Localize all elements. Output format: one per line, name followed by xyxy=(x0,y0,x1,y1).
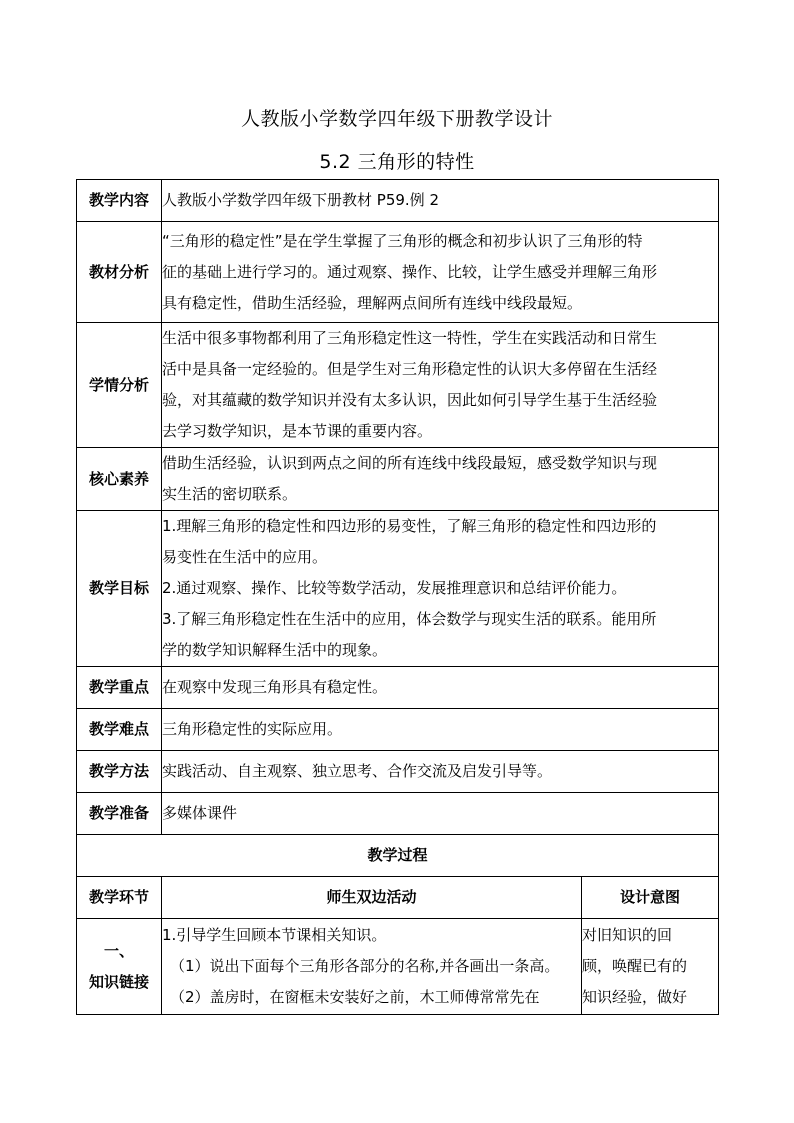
learner-line: 生活中很多事物都利用了三角形稳定性这一特性，学生在实践活动和日常生 xyxy=(162,329,658,347)
column-stage: 教学环节 xyxy=(77,877,162,919)
goal-line: 学的数学知识解释生活中的现象。 xyxy=(162,641,388,659)
goal-line: 3.了解三角形稳定性在生活中的应用，体会数学与现实生活的联系。能用所 xyxy=(162,610,657,628)
analysis-line: 征的基础上进行学习的。通过观察、操作、比较，让学生感受并理解三角形 xyxy=(162,262,658,281)
label-method: 教学方法 xyxy=(77,751,162,793)
value-learner xyxy=(162,323,719,448)
value-prep: 多媒体课件 xyxy=(162,793,719,835)
value-content: 人教版小学数学四年级下册教材 P59.例 2 xyxy=(162,180,719,222)
stage-1-intent xyxy=(582,919,719,1015)
row-learner xyxy=(77,323,719,448)
stage-name: 知识链接 xyxy=(88,972,149,991)
value-key: 在观察中发现三角形具有稳定性。 xyxy=(162,667,719,709)
process-heading: 教学过程 xyxy=(77,835,719,877)
intent-line: 顾，唤醒已有的 xyxy=(582,957,688,975)
row-process-heading xyxy=(77,835,719,877)
document-title: 人教版小学数学四年级下册教学设计 xyxy=(240,108,553,130)
value-difficulty: 三角形稳定性的实际应用。 xyxy=(162,709,719,751)
row-prep xyxy=(77,793,719,835)
stage-1-cell xyxy=(77,919,162,1015)
row-process-columns xyxy=(77,877,719,919)
lesson-subtitle: 5.2 三角形的特性 xyxy=(319,151,475,173)
label-analysis: 教材分析 xyxy=(77,222,162,323)
activity-line: （1）说出下面每个三角形各部分的名称,并各画出一条高。 xyxy=(170,957,560,975)
row-method xyxy=(77,751,719,793)
goal-line: 易变性在生活中的应用。 xyxy=(162,548,328,566)
intent-line: 对旧知识的回 xyxy=(582,926,673,944)
activity-line: （2）盖房时，在窗框未安装好之前，木工师傅常常先在 xyxy=(170,988,540,1006)
label-learner: 学情分析 xyxy=(77,323,162,448)
analysis-line: “三角形的稳定性”是在学生掌握了三角形的概念和初步认识了三角形的特 xyxy=(162,231,643,250)
label-prep: 教学准备 xyxy=(77,793,162,835)
row-analysis xyxy=(77,222,719,323)
intent-line: 知识经验，做好 xyxy=(582,988,688,1006)
row-difficulty xyxy=(77,709,719,751)
literacy-line: 实生活的密切联系。 xyxy=(162,485,298,503)
row-stage-1 xyxy=(77,919,719,1015)
learner-line: 活中是具备一定经验的。但是学生对三角形稳定性的认识大多停留在生活经 xyxy=(162,360,658,378)
row-content xyxy=(77,180,719,222)
row-literacy xyxy=(77,448,719,511)
analysis-line: 具有稳定性，借助生活经验，理解两点间所有连线中线段最短。 xyxy=(162,293,583,312)
value-analysis xyxy=(162,222,719,323)
value-goals xyxy=(162,511,719,667)
row-goals xyxy=(77,511,719,667)
literacy-line: 借助生活经验，认识到两点之间的所有连线中线段最短，感受数学知识与现 xyxy=(162,454,658,472)
label-literacy: 核心素养 xyxy=(77,448,162,511)
stage-1-activity xyxy=(162,919,582,1015)
label-key: 教学重点 xyxy=(77,667,162,709)
learner-line: 去学习数学知识，是本节课的重要内容。 xyxy=(162,422,433,440)
lesson-plan-table xyxy=(76,179,719,1015)
label-content: 教学内容 xyxy=(77,180,162,222)
column-intent: 设计意图 xyxy=(582,877,719,919)
goal-line: 2.通过观察、操作、比较等数学活动，发展推理意识和总结评价能力。 xyxy=(162,579,627,597)
row-key xyxy=(77,667,719,709)
column-activity: 师生双边活动 xyxy=(162,877,582,919)
label-goals: 教学目标 xyxy=(77,511,162,667)
learner-line: 验，对其蕴藏的数学知识并没有太多认识，因此如何引导学生基于生活经验 xyxy=(162,391,658,409)
value-literacy xyxy=(162,448,719,511)
stage-number: 一、 xyxy=(103,941,134,960)
value-method: 实践活动、自主观察、独立思考、合作交流及启发引导等。 xyxy=(162,751,719,793)
label-difficulty: 教学难点 xyxy=(77,709,162,751)
activity-line: 1.引导学生回顾本节课相关知识。 xyxy=(162,926,387,944)
goal-line: 1.理解三角形的稳定性和四边形的易变性，了解三角形的稳定性和四边形的 xyxy=(162,517,657,535)
